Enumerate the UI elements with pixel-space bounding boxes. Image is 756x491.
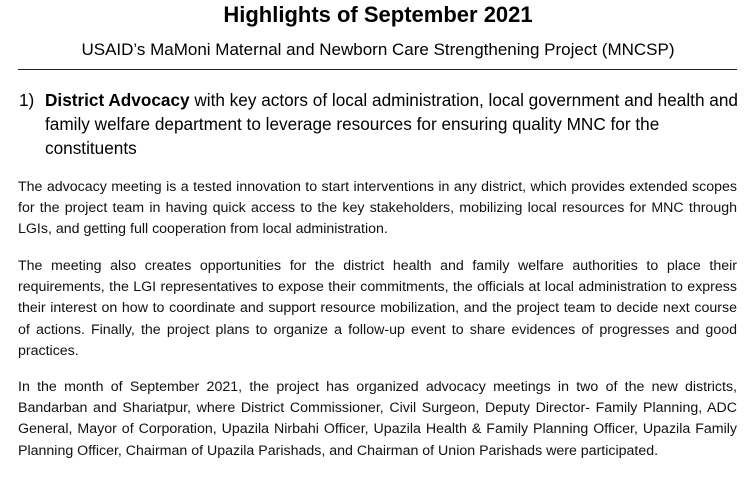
- section-heading-bold: District Advocacy: [45, 90, 190, 110]
- page-title: Highlights of September 2021: [223, 2, 533, 27]
- paragraph-opportunities: The meeting also creates opportunities for the district health and family welfare authorities to place their requirements, the LGI representatives to expose their commitments, the officials at local administration to express their interest on how to coordinate and support resource mobilization, and the project team to decide next course of actions. Finally, the project plans to organize a follow-up event to share evidences of progresses and good practices.: [18, 258, 737, 359]
- section-number: 1): [19, 90, 35, 110]
- section-heading-text: [45, 88, 739, 160]
- section-heading-rest: with key actors of local administration, local government and health and family welfare department to leverage resources for ensuring quality MNC for the constituents: [45, 90, 738, 158]
- paragraph-september-meetings: In the month of September 2021, the project has organized advocacy meetings in two of the new districts, Bandarban and Shariatpur, where District Commissioner, Civil Surgeon, Deputy Director- Family Planning, ADC General, Mayor of Corporation, Upazila Nirbahi Officer, Upazila Health & Family Planning Officer, Upazila Family Planning Officer, Chairman of Upazila Parishads, and Chairman of Union Parishads were participated.: [18, 379, 737, 459]
- title-divider: [18, 69, 737, 70]
- page-subtitle: USAID’s MaMoni Maternal and Newborn Care Strengthening Project (MNCSP): [81, 40, 675, 59]
- paragraph-advocacy-meeting: The advocacy meeting is a tested innovation to start interventions in any district, which provides extended scopes for the project team in having quick access to the key stakeholders, mobilizing local resources for MNC through LGIs, and getting full cooperation from local administration.: [18, 179, 737, 238]
- section-heading: [19, 88, 739, 160]
